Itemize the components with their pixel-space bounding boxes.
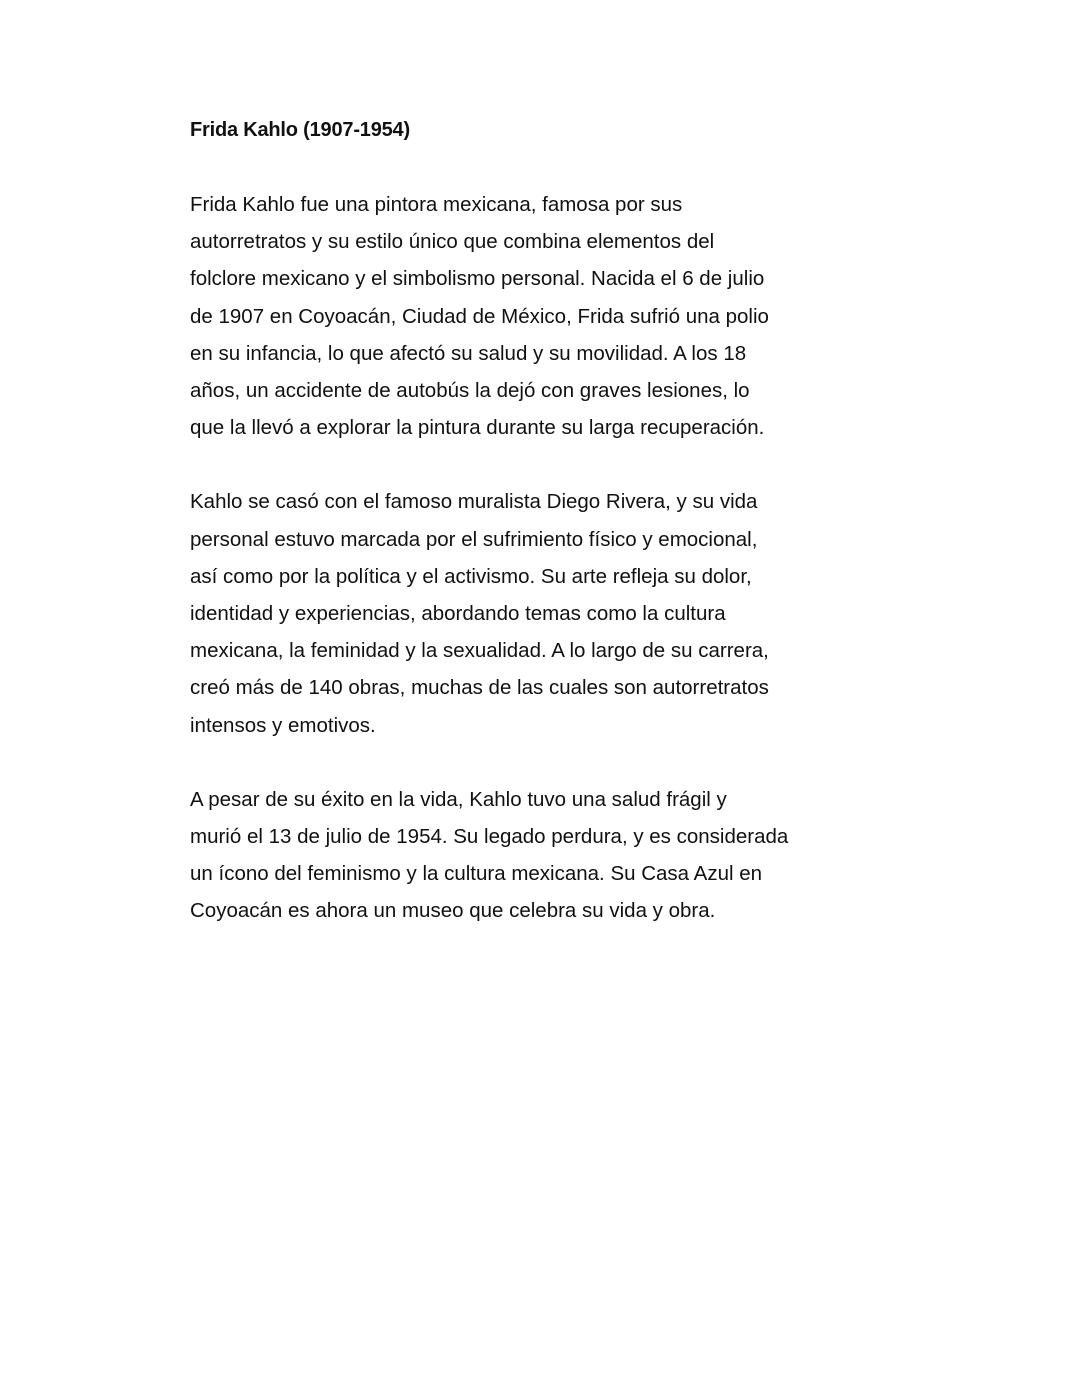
text-line: en su infancia, lo que afectó su salud y su movilidad. A los 18 (190, 341, 747, 365)
paragraph-personal-life (190, 483, 910, 743)
paragraph-biography-intro (190, 186, 910, 446)
text-line: personal estuvo marcada por el sufrimiento físico y emocional, (190, 527, 758, 551)
document-page (190, 112, 910, 967)
text-line: Coyoacán es ahora un museo que celebra su vida y obra. (190, 899, 716, 923)
text-line: así como por la política y el activismo. Su arte refleja su dolor, (190, 564, 752, 588)
text-line: murió el 13 de julio de 1954. Su legado perdura, y es considerada (190, 825, 789, 849)
text-line: años, un accidente de autobús la dejó con graves lesiones, lo (190, 379, 750, 403)
text-line: folclore mexicano y el simbolismo personal. Nacida el 6 de julio (190, 267, 765, 291)
text-line: que la llevó a explorar la pintura durante su larga recuperación. (190, 416, 765, 440)
text-line: A pesar de su éxito en la vida, Kahlo tuvo una salud frágil y (190, 787, 727, 811)
text-line: Frida Kahlo fue una pintora mexicana, famosa por sus (190, 193, 683, 216)
text-line: un ícono del feminismo y la cultura mexicana. Su Casa Azul en (190, 862, 763, 886)
text-line: Kahlo se casó con el famoso muralista Diego Rivera, y su vida (190, 490, 758, 514)
text-line: creó más de 140 obras, muchas de las cuales son autorretratos (190, 676, 769, 700)
paragraph-legacy (190, 781, 910, 930)
document-title: Frida Kahlo (1907-1954) (190, 119, 410, 141)
text-line: identidad y experiencias, abordando temas como la cultura (190, 602, 726, 626)
text-line: autorretratos y su estilo único que combina elementos del (190, 230, 715, 254)
text-line: mexicana, la feminidad y la sexualidad. A lo largo de su carrera, (190, 639, 769, 663)
text-line: intensos y emotivos. (190, 713, 376, 737)
text-line: de 1907 en Coyoacán, Ciudad de México, Frida sufrió una polio (190, 304, 769, 328)
